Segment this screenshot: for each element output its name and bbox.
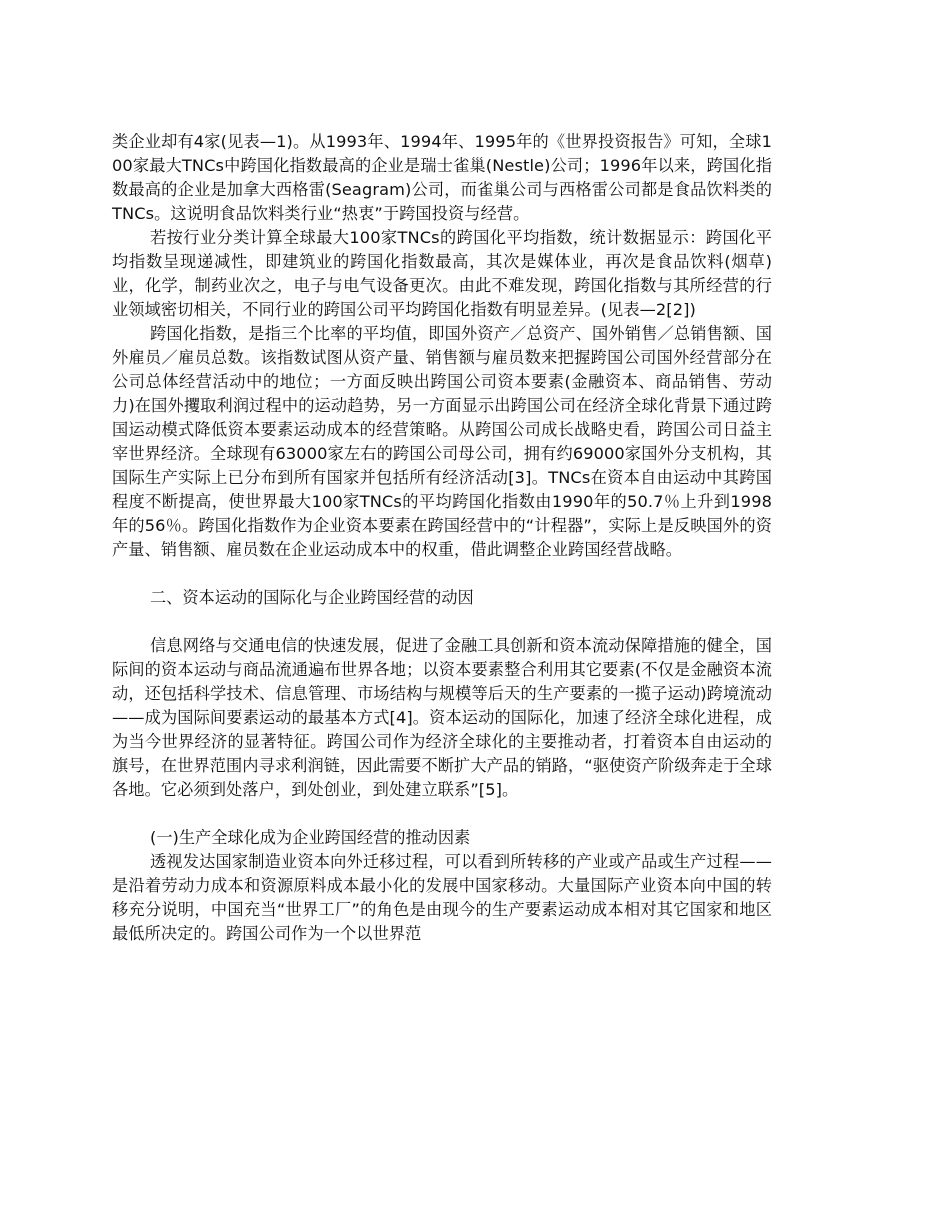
spacer [112,610,772,634]
paragraph-industry-transnationality: 若按行业分类计算全球最大100家TNCs的跨国化平均指数，统计数据显示：跨国化平均指数呈现递减性，即建筑业的跨国化指数最高，其次是媒体业，再次是食品饮料(烟草)业，化学，制药业次之，电子与电气设备更次。由此不难发现，跨国化指数与其所经营的行业领域密切相关，不同行业的跨国公司平均跨国化指数有明显差异。(见表—2[2]) [112,228,772,319]
subsection-title: (一)生产全球化成为企业跨国经营的推动因素 [150,828,471,847]
spacer [112,802,772,826]
paragraph-transnationality-index-definition: 跨国化指数，是指三个比率的平均值，即国外资产／总资产、国外销售／总销售额、国外雇员／雇员总数。该指数试图从资产量、销售额与雇员数来把握跨国公司国外经营部分在公司总体经营活动中的地位；一方面反映出跨国公司资本要素(金融资本、商品销售、劳动力)在国外攫取利润过程中的运动趋势，另一方面显示出跨国公司在经济全球化背景下通过跨国运动模式降低资本要素运动成本的经营策略。从跨国公司成长战略史看，跨国公司日益主宰世界经济。全球现有63000家左右的跨国公司母公司，拥有约69000家国外分支机构，其国际生产实际上已分布到所有国家并包括所有经济活动[3]。TNCs在资本自由运动中其跨国程度不断提高，使世界最大100家TNCs的平均跨国化指数由1990年的50.7％上升到1998年的56％。跨国化指数作为企业资本要素在跨国经营中的“计程器”，实际上是反映国外的资产量、销售额、雇员数在企业运动成本中的权重，借此调整企业跨国经营战略。 [112,324,772,559]
paragraph-capital-internationalization: 信息网络与交通电信的快速发展，促进了金融工具创新和资本流动保障措施的健全，国际间的资本运动与商品流通遍布世界各地；以资本要素整合利用其它要素(不仅是金融资本流动，还包括科学技术、信息管理、市场结构与规模等后天的生产要素的一揽子运动)跨境流动——成为国际间要素运动的最基本方式[4]。资本运动的国际化，加速了经济全球化进程，成为当今世界经济的显著特征。跨国公司作为经济全球化的主要推动者，打着资本自由运动的旗号，在世界范围内寻求利润链，因此需要不断扩大产品的销路，“驱使资产阶级奔走于全球各地。它必须到处落户，到处创业，到处建立联系”[5]。 [112,636,772,799]
paragraph-production-globalization: 透视发达国家制造业资本向外迁移过程，可以看到所转移的产业或产品或生产过程——是沿着劳动力成本和资源原料成本最小化的发展中国家移动。大量国际产业资本向中国的转移充分说明，中国充当“世界工厂”的角色是由现今的生产要素运动成本相对其它国家和地区最低所决定的。跨国公司作为一个以世界范 [112,852,772,943]
section-title: 二、资本运动的国际化与企业跨国经营的动因 [150,588,474,607]
paragraph-tnc-nestle-seagram: 类企业却有4家(见表—1)。从1993年、1994年、1995年的《世界投资报告》可知，全球100家最大TNCs中跨国化指数最高的企业是瑞士雀巢(Nestle)公司；1996年以来，跨国化指数最高的企业是加拿大西格雷(Seagram)公司，而雀巢公司与西格雷公司都是食品饮料类的TNCs。这说明食品饮料类行业“热衷”于跨国投资与经营。 [112,132,772,223]
spacer [112,562,772,586]
document-page [112,130,772,946]
